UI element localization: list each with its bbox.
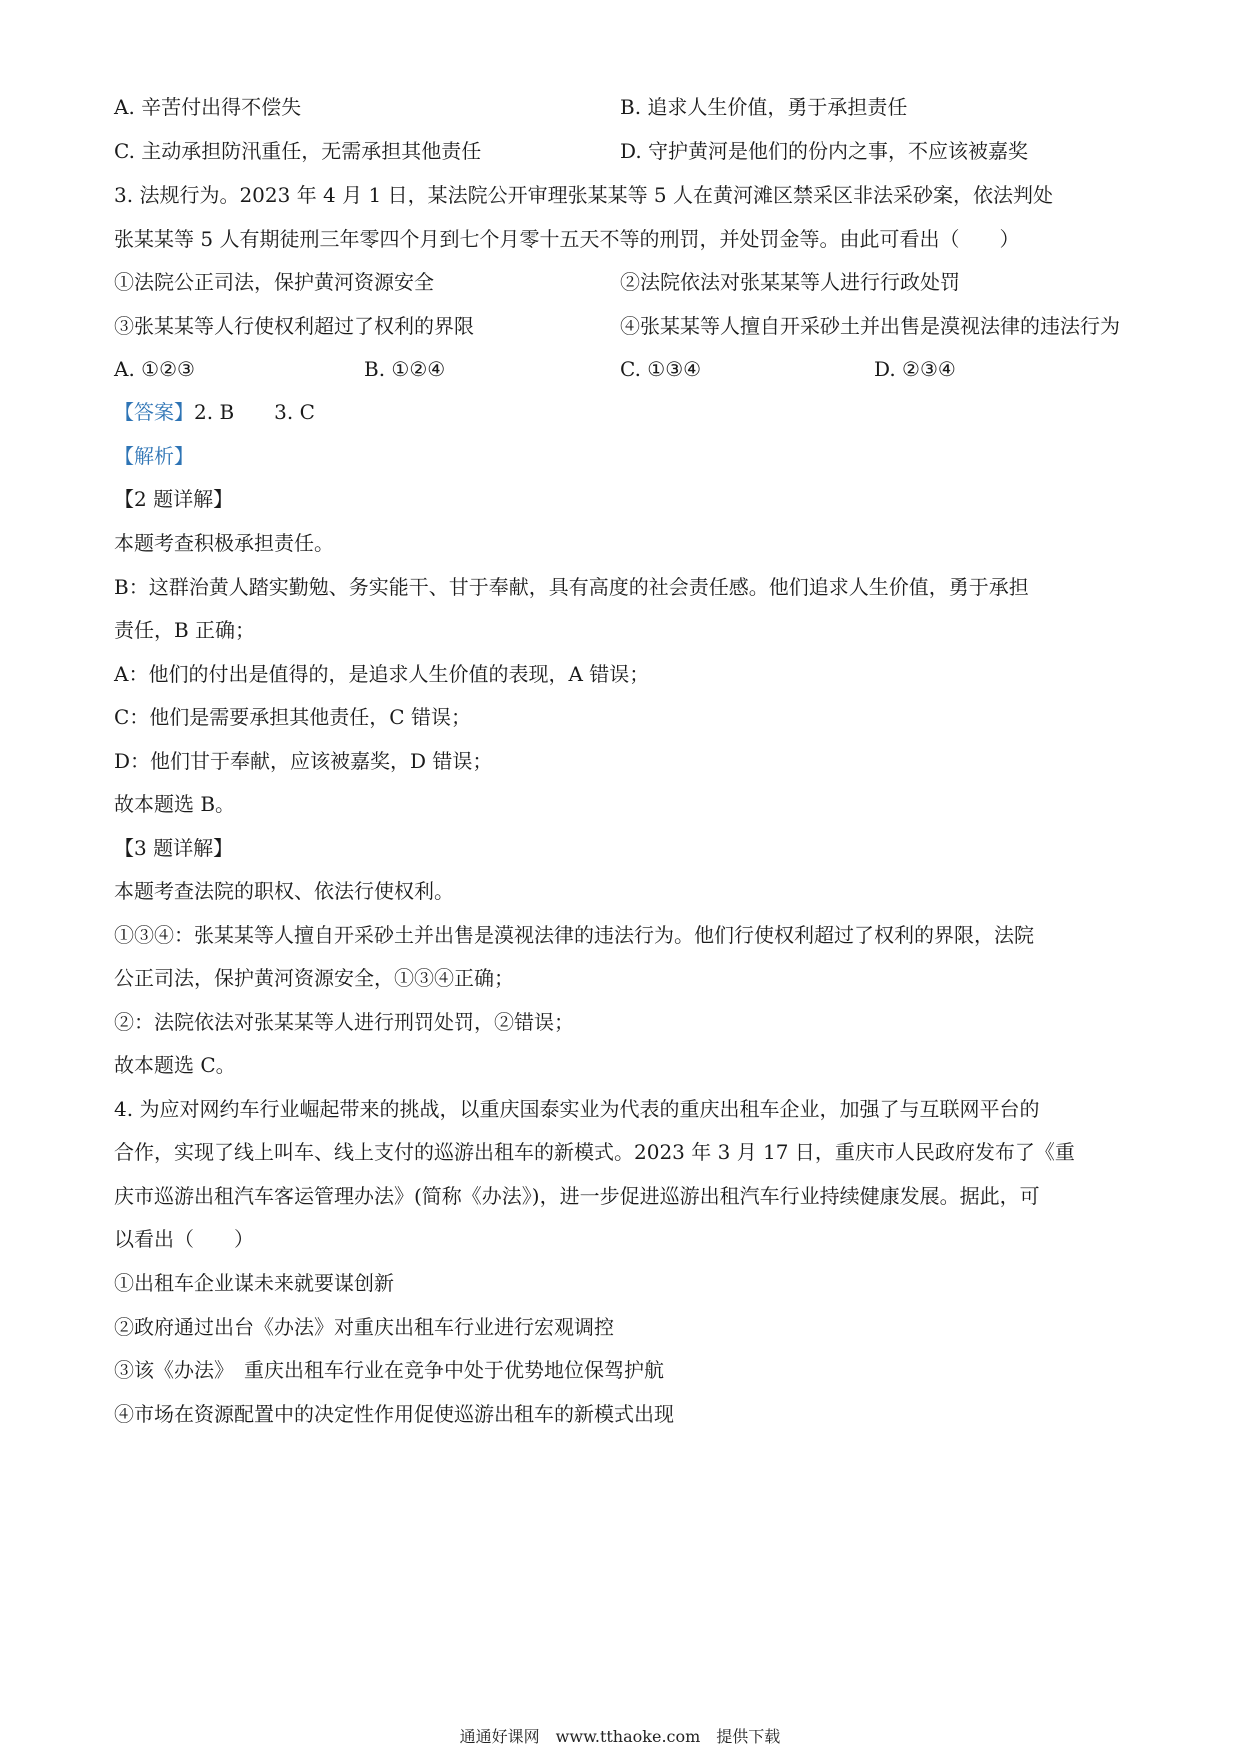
q3-option-d: D. ②③④ bbox=[874, 357, 956, 381]
q4-item-1: ①出租车企业谋未来就要谋创新 bbox=[114, 1271, 394, 1295]
detail2-line-5: C：他们是需要承担其他责任，C 错误； bbox=[114, 705, 471, 729]
analysis-tag-text: 【解析】 bbox=[114, 444, 194, 468]
detail2-line-7: 故本题选 B。 bbox=[114, 792, 236, 816]
q2-option-b: B. 追求人生价值，勇于承担责任 bbox=[620, 95, 908, 119]
detail2-title: 【2 题详解】 bbox=[114, 487, 234, 511]
detail2-line-2: B：这群治黄人踏实勤勉、务实能干、甘于奉献，具有高度的社会责任感。他们追求人生价值，勇于承担 bbox=[114, 575, 1029, 599]
q2-option-d: D. 守护黄河是他们的份内之事，不应该被嘉奖 bbox=[620, 139, 1029, 163]
q4-stem-line-2: 合作，实现了线上叫车、线上支付的巡游出租车的新模式。2023 年 3 月 17 日，重庆市人民政府发布了《重 bbox=[114, 1140, 1075, 1164]
q4-stem-line-4: 以看出（ ） bbox=[114, 1227, 254, 1251]
detail2-line-4: A：他们的付出是值得的，是追求人生价值的表现，A 错误； bbox=[114, 662, 650, 686]
detail3-line-1: 本题考查法院的职权、依法行使权利。 bbox=[114, 879, 454, 903]
answer-line bbox=[114, 397, 1134, 427]
q3-option-b: B. ①②④ bbox=[364, 357, 446, 381]
detail2-line-3: 责任，B 正确； bbox=[114, 618, 256, 642]
q3-option-a: A. ①②③ bbox=[114, 357, 195, 381]
answer-text: 2. B 3. C bbox=[194, 400, 315, 424]
q4-item-4: ④市场在资源配置中的决定性作用促使巡游出租车的新模式出现 bbox=[114, 1402, 674, 1426]
q4-stem-line-3: 庆市巡游出租汽车客运管理办法》(简称《办法》)，进一步促进巡游出租汽车行业持续健康发展。据此，可 bbox=[114, 1184, 1040, 1208]
q4-item-2: ②政府通过出台《办法》对重庆出租车行业进行宏观调控 bbox=[114, 1315, 614, 1339]
answer-tag: 【答案】 bbox=[114, 400, 194, 424]
detail3-title: 【3 题详解】 bbox=[114, 836, 234, 860]
q3-item-3: ③张某某等人行使权利超过了权利的界限 bbox=[114, 314, 474, 338]
q3-stem-line-2: 张某某等 5 人有期徒刑三年零四个月到七个月零十五天不等的刑罚，并处罚金等。由此可看出（ ） bbox=[114, 227, 1020, 251]
detail3-line-5: 故本题选 C。 bbox=[114, 1053, 236, 1077]
detail3-line-4: ②：法院依法对张某某等人进行刑罚处罚，②错误； bbox=[114, 1010, 574, 1034]
detail2-line-1: 本题考查积极承担责任。 bbox=[114, 531, 334, 555]
q2-option-c: C. 主动承担防汛重任，无需承担其他责任 bbox=[114, 139, 482, 163]
q3-option-c: C. ①③④ bbox=[620, 357, 702, 381]
analysis-tag bbox=[114, 441, 1134, 471]
detail3-line-2: ①③④：张某某等人擅自开采砂土并出售是漠视法律的违法行为。他们行使权利超过了权利的界限，法院 bbox=[114, 923, 1034, 947]
q3-item-2: ②法院依法对张某某等人进行行政处罚 bbox=[620, 270, 960, 294]
q4-item-3: ③该《办法》 重庆出租车行业在竞争中处于优势地位保驾护航 bbox=[114, 1358, 664, 1382]
q2-option-a: A. 辛苦付出得不偿失 bbox=[114, 95, 302, 119]
q3-item-1: ①法院公正司法，保护黄河资源安全 bbox=[114, 270, 434, 294]
detail2-line-6: D：他们甘于奉献，应该被嘉奖，D 错误； bbox=[114, 749, 493, 773]
footer-credit: 通通好课网 www.tthaoke.com 提供下载 bbox=[459, 1727, 781, 1746]
detail3-line-3: 公正司法，保护黄河资源安全，①③④正确； bbox=[114, 966, 514, 990]
q4-stem-line-1: 4. 为应对网约车行业崛起带来的挑战，以重庆国泰实业为代表的重庆出租车企业，加强了与互联网平台的 bbox=[114, 1097, 1040, 1121]
q3-stem-line-1: 3. 法规行为。2023 年 4 月 1 日，某法院公开审理张某某等 5 人在黄河滩区禁采区非法采砂案，依法判处 bbox=[114, 183, 1054, 207]
q3-item-4: ④张某某等人擅自开采砂土并出售是漠视法律的违法行为 bbox=[620, 314, 1120, 338]
